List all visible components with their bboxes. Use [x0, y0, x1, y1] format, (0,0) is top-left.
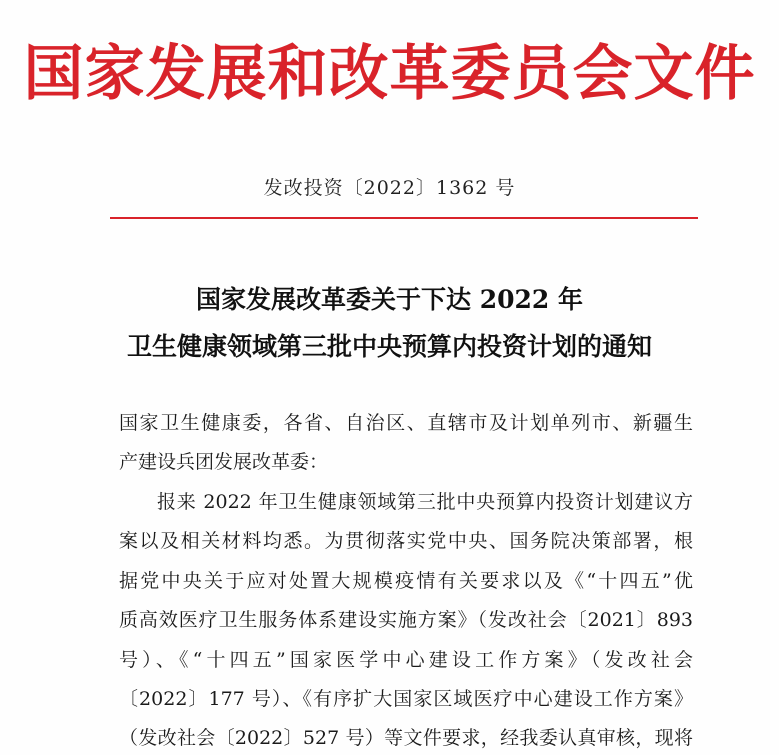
red-divider-line	[110, 217, 698, 219]
notice-title-line-1: 国家发展改革委关于下达 2022 年	[196, 285, 583, 314]
notice-title-line-2: 卫生健康领域第三批中央预算内投资计划的通知	[126, 332, 652, 361]
body-text-line: 报来 2022 年卫生健康领域第三批中央预算内投资计划建议方	[157, 491, 693, 513]
body-text-line: 质高效医疗卫生服务体系建设实施方案》（发改社会〔2021〕893	[119, 609, 693, 631]
body-text-line: 案以及相关材料均悉。为贯彻落实党中央、国务院决策部署，根	[119, 530, 693, 552]
body-text-line: （发改社会〔2022〕527 号）等文件要求，经我委认真审核，现将	[119, 727, 693, 749]
body-text-line: 据党中央关于应对处置大规模疫情有关要求以及《“十四五”优	[119, 570, 693, 592]
body-text-line: 〔2022〕177 号）、《有序扩大国家区域医疗中心建设工作方案》	[119, 688, 693, 710]
body-text-line: 产建设兵团发展改革委：	[119, 451, 329, 473]
issuer-header-title: 国家发展和改革委员会文件	[23, 39, 756, 109]
document-number: 发改投资〔2022〕1362 号	[263, 177, 516, 199]
body-text-line: 号）、《“十四五”国家医学中心建设工作方案》（发改社会	[119, 649, 693, 671]
body-text-line: 国家卫生健康委，各省、自治区、直辖市及计划单列市、新疆生	[119, 412, 693, 434]
